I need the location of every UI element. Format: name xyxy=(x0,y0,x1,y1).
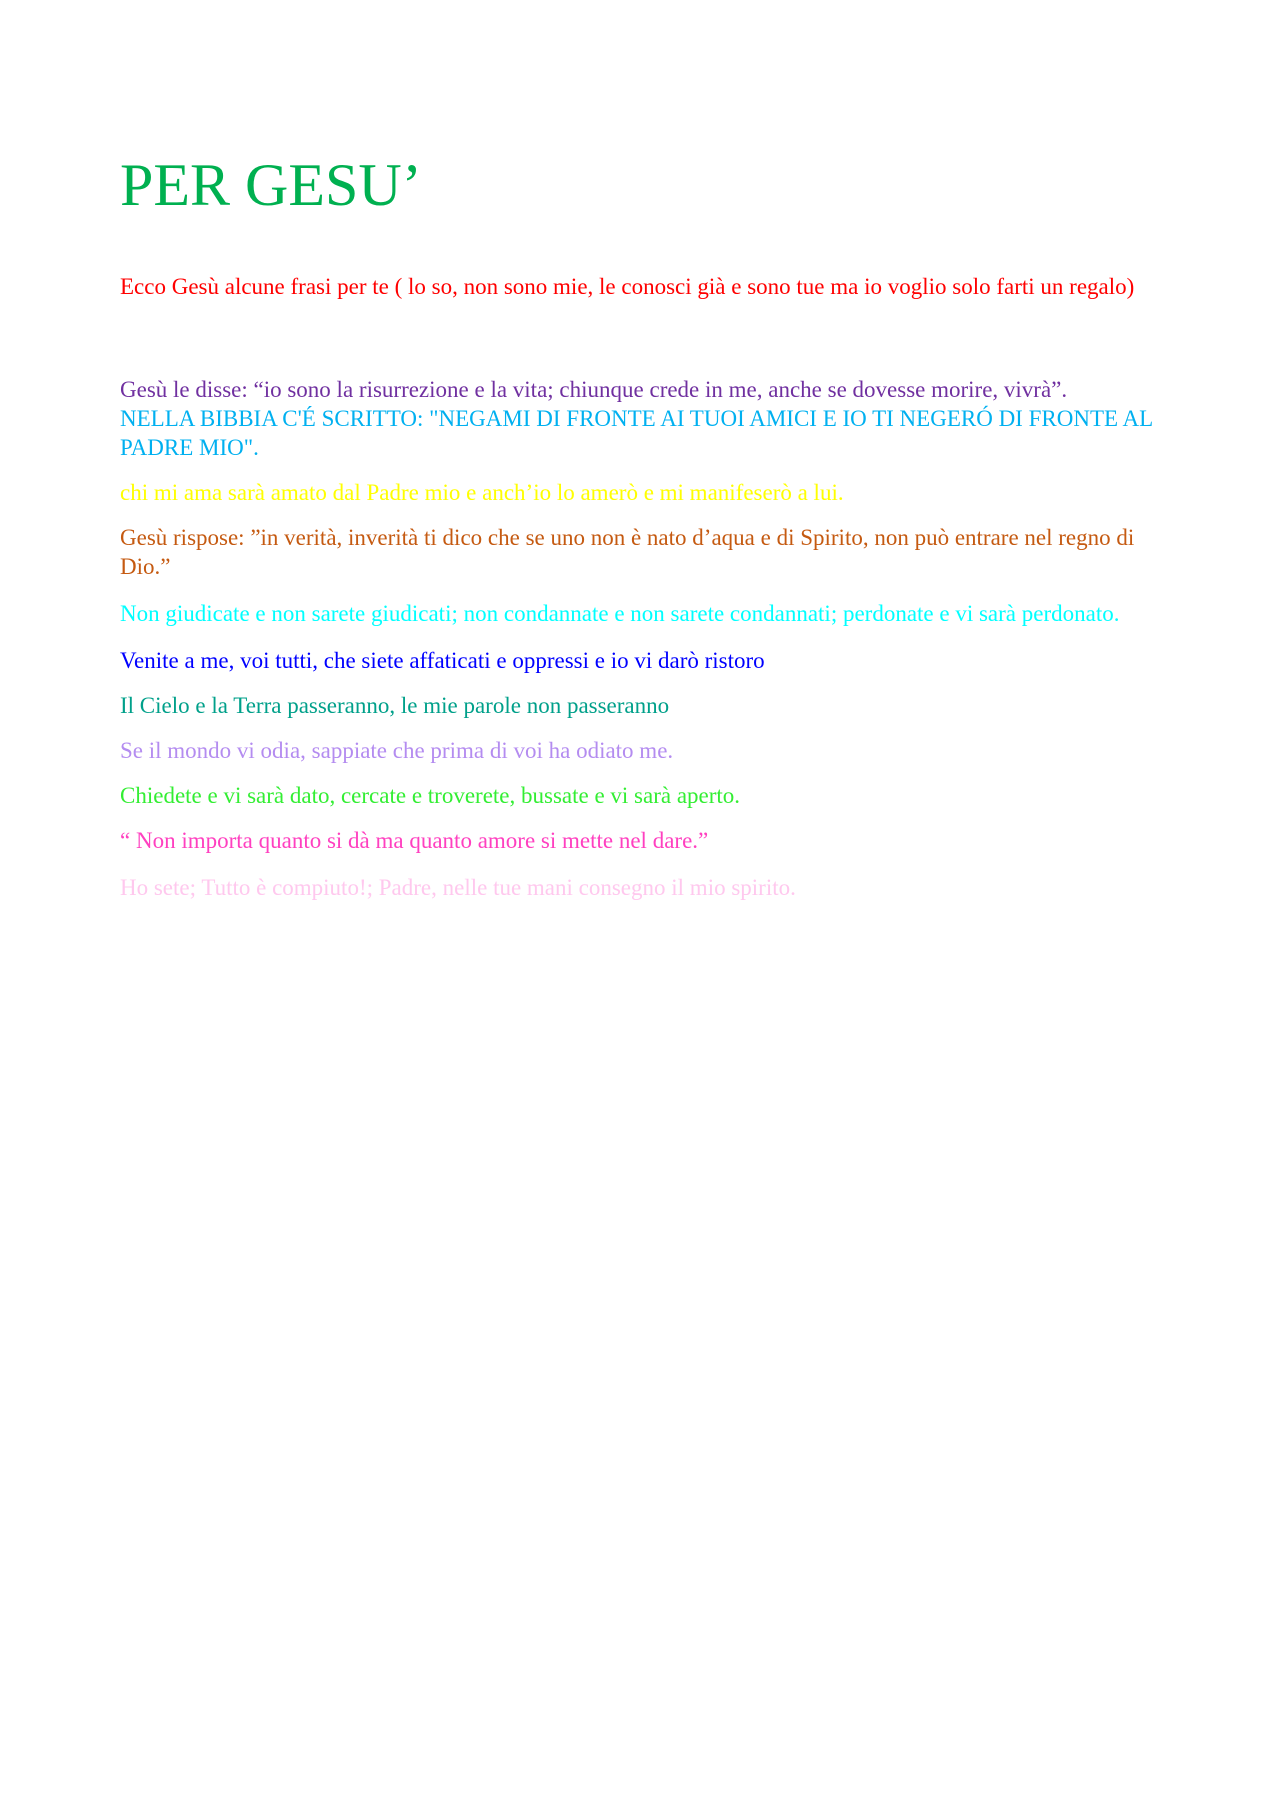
document-body xyxy=(120,150,1160,902)
paragraph-resurrection: Gesù le disse: “io sono la risurrezione e la vita; chiunque crede in me, anche se dovesse morire, vivrà”. xyxy=(120,377,1068,402)
paragraph-last-words: Ho sete; Tutto è compiuto!; Padre, nelle tue mani consegno il mio spirito. xyxy=(120,875,796,900)
paragraph-come: Venite a me, voi tutti, che siete affaticati e oppressi e io vi darò ristoro xyxy=(120,648,765,673)
paragraph-intro: Ecco Gesù alcune frasi per te ( lo so, non sono mie, le conosci già e sono tue ma io voglio solo farti un regalo) xyxy=(120,274,1135,299)
paragraph-love: chi mi ama sarà amato dal Padre mio e anch’io lo amerò e mi manifeserò a lui. xyxy=(120,480,844,505)
paragraph-heaven: Il Cielo e la Terra passeranno, le mie parole non passeranno xyxy=(120,693,670,718)
paragraph-spirit: Gesù rispose: ”in verità, inverità ti dico che se uno non è nato d’aqua e di Spirito, non può entrare nel regno di Dio.” xyxy=(120,525,1135,579)
page-title: PER GESU’ xyxy=(120,152,422,218)
paragraph-bible: NELLA BIBBIA C'É SCRITTO: "NEGAMI DI FRONTE AI TUOI AMICI E IO TI NEGERÓ DI FRONTE AL PADRE MIO". xyxy=(120,406,1153,460)
paragraph-world: Se il mondo vi odia, sappiate che prima di voi ha odiato me. xyxy=(120,738,674,763)
paragraph-judge: Non giudicate e non sarete giudicati; non condannate e non sarete condannati; perdonate e vi sarà perdonato. xyxy=(120,601,1120,626)
paragraph-ask: Chiedete e vi sarà dato, cercate e troverete, bussate e vi sarà aperto. xyxy=(120,783,741,808)
paragraph-quote: “ Non importa quanto si dà ma quanto amore si mette nel dare.” xyxy=(120,828,709,853)
